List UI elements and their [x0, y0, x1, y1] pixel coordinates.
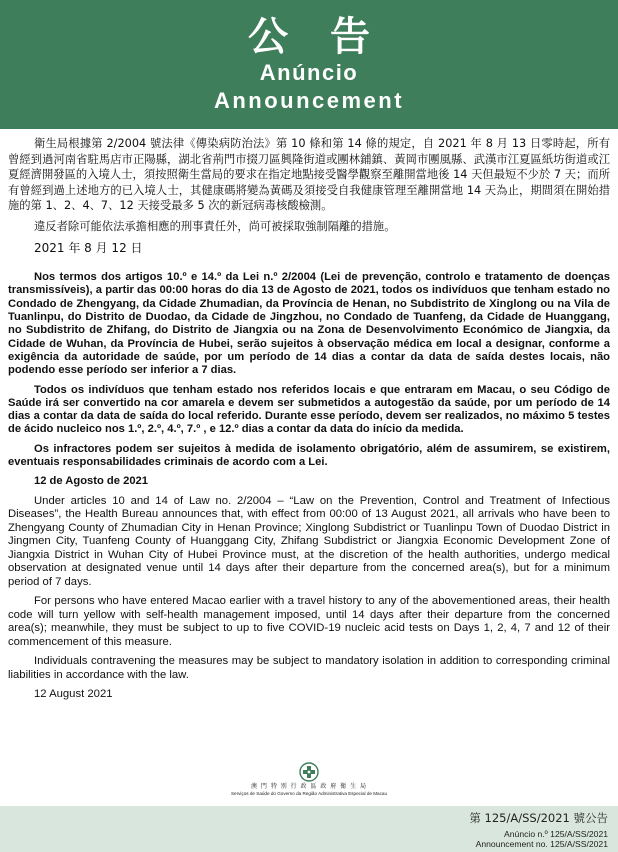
title-portuguese: Anúncio — [259, 59, 359, 85]
english-paragraph-2: For persons who have entered Macao earlier with a travel history to any of the abovementioned areas, their health code will turn yellow with self-health management imposed, until 14 days after their departure from the concerned area(s); meanwhile, they must be subject to up to five COVID-19 nucleic acid tests on Days 1, 2, 4, 7 and 12 of their commencement of this measure. — [8, 595, 610, 648]
chinese-penalty-paragraph: 違反者除可能依法承擔相應的刑事責任外，尚可被採取強制隔離的措施。 — [34, 219, 396, 233]
english-date: 12 August 2021 — [34, 688, 113, 701]
english-paragraph-3: Individuals contravening the measures may be subject to mandatory isolation in addition to corresponding criminal liabilities in accordance with the law. — [8, 655, 610, 681]
announcement-header — [0, 0, 618, 129]
reference-number-english: Announcement no. 125/A/SS/2021 — [475, 839, 608, 849]
reference-number-portuguese: Anúncio n.º 125/A/SS/2021 — [504, 829, 608, 839]
english-paragraph-1: Under articles 10 and 14 of Law no. 2/2004 – “Law on the Prevention, Control and Treatment of Infectious Diseases”, the Health Bureau announces that, with effect from 00:00 of 13 August 2021, all arrivals who have been to Zhengyang County of Zhumadian City in Henan Province; Xinglong Subdistrict or Tuanlinpu Town of Duodao District in Jingmen City, Tuanfeng County of Huanggang City, Zhifang Subdistrict or Jiangxia Economic Development Zone of Jiangxia District in Wuhan City of Hubei Province must, at the discretion of the health authorities, undergo medical observation at designated venue until 14 days after their departure from the concerned area(s), but for a minimum period of 7 days. — [8, 494, 610, 588]
reference-number-chinese: 第 125/A/SS/2021 號公告 — [469, 811, 608, 825]
reference-footer — [0, 806, 618, 852]
logo-name-portuguese: Serviços de Saúde do Governo da Região Administrativa Especial de Macau — [230, 791, 388, 796]
portuguese-paragraph-2: Todos os indivíduos que tenham estado nos referidos locais e que entraram em Macau, o seu Código de Saúde irá ser convertido na cor amarela e devem ser submetidos a autogestão da saúde, por um período de 14 dias a contar da data de saída do local referido. Durante esse período, devem ser realizados, no máximo 5 testes de ácido nucleico nos 1.º, 2.º, 4.º, 7.º , e 12.º dias a contar da data do início da medida. — [8, 383, 610, 436]
announcement-body — [8, 136, 610, 702]
portuguese-paragraph-3: Os infractores podem ser sujeitos à medida de isolamento obrigatório, além de assumirem, se existirem, eventuais responsabilidades criminais de acordo com a Lei. — [8, 442, 610, 469]
portuguese-date: 12 de Agosto de 2021 — [34, 475, 148, 488]
health-bureau-logo — [0, 762, 618, 802]
title-chinese: 公 告 — [248, 13, 384, 60]
health-bureau-emblem-icon — [299, 762, 319, 782]
chinese-date: 2021 年 8 月 12 日 — [34, 240, 143, 255]
chinese-body-paragraph: 衛生局根據第 2/2004 號法律《傳染病防治法》第 10 條和第 14 條的規定，自 2021 年 8 月 13 日零時起，所有曾經到過河南省駐馬店市正陽縣，湖北省荊門市掇刀區興隆街道或團林鋪鎮、黃岡市團風縣、武漢市江夏區紙坊街道或江夏經濟開發區的入境人士，須按照衛生當局的要求在指定地點接受醫學觀察至離開當地後 14 天但最短不少於 7 天；而所有曾經到過上述地方的已入境人士，其健康碼將變為黃碼及須接受自我健康管理至離開當地 14 天為止，期間須在開始措施的第 1、2、4、7、12 天接受最多 5 次的新冠病毒核酸檢測。 — [8, 137, 610, 213]
logo-name-chinese: 澳 門 特 別 行 政 區 政 府 衛 生 局 — [251, 783, 367, 790]
portuguese-paragraph-1: Nos termos dos artigos 10.º e 14.º da Lei n.º 2/2004 (Lei de prevenção, controlo e tratamento de doenças transmissíveis), a partir das 00:00 horas do dia 13 de Agosto de 2021, todos os indivíduos que tenham estado no Condado de Zhengyang, da Cidade Zhumadian, da Província de Henan, no Subdistrito de Xinglong ou na Vila de Tuanlinpu, do Distrito de Duodao, da Cidade de Jingzhou, no Condado de Tuanfeng, da Cidade de Huanggang, no Subdistrito de Zhifang, do Distrito de Jiangxia ou na Zona de Desenvolvimento Económico de Jiangxia, da Cidade de Wuhan, da Província de Hubei, serão sujeitos à observação médica em local a designar, conforme a exigência da autoridade de saúde, por um período de 14 dias a contar da data de saída destes locais, não podendo esse período ser inferior a 7 dias. — [8, 271, 610, 377]
title-english: Announcement — [213, 87, 405, 113]
